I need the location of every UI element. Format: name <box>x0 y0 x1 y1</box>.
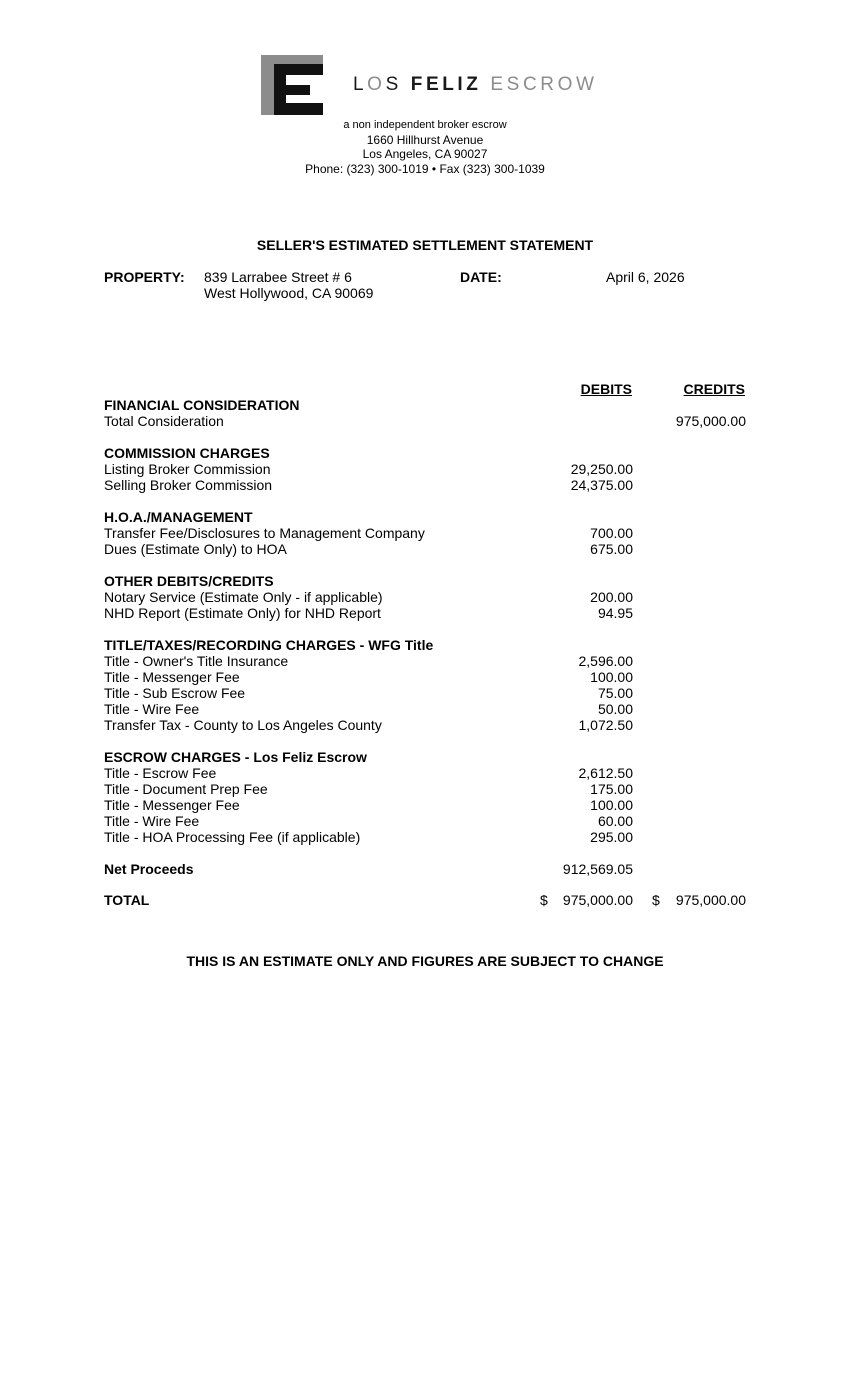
row-debit: 1,072.50 <box>578 717 633 733</box>
ledger-section <box>104 749 746 845</box>
company-name-l: L <box>353 74 368 95</box>
ledger-section <box>104 397 746 429</box>
row-desc: Title - Messenger Fee <box>104 797 240 813</box>
company-address-line2: Los Angeles, CA 90027 <box>362 147 488 161</box>
row-desc: Title - Owner's Title Insurance <box>104 653 289 669</box>
net-proceeds-section <box>104 861 746 877</box>
ledger-row <box>104 685 746 701</box>
row-debit: 2,612.50 <box>578 765 633 781</box>
date-value: April 6, 2026 <box>606 269 685 285</box>
company-name-feliz: FELIZ <box>410 74 482 95</box>
ledger-row <box>104 781 746 797</box>
row-debit: 94.95 <box>597 605 633 621</box>
section-title: H.O.A./MANAGEMENT <box>104 509 253 525</box>
section-title: TITLE/TAXES/RECORDING CHARGES - WFG Title <box>104 637 434 653</box>
row-debit: 100.00 <box>590 669 633 685</box>
row-debit: 100.00 <box>590 797 633 813</box>
row-debit: 29,250.00 <box>570 461 633 477</box>
total-credit-currency: $ <box>652 892 660 908</box>
row-desc: Total Consideration <box>104 413 224 429</box>
ledger <box>104 397 746 893</box>
property-address-line2: West Hollywood, CA 90069 <box>204 285 374 301</box>
ledger-row <box>104 413 746 429</box>
ledger-row <box>104 797 746 813</box>
property-label: PROPERTY: <box>104 269 185 285</box>
row-debit: 75.00 <box>597 685 633 701</box>
row-desc: Title - Sub Escrow Fee <box>104 685 246 701</box>
row-debit: 60.00 <box>597 813 633 829</box>
company-logo <box>261 55 601 115</box>
company-name-escrow: ESCROW <box>490 74 598 95</box>
date-label: DATE: <box>460 269 502 285</box>
ledger-row <box>104 669 746 685</box>
ledger-row <box>104 653 746 669</box>
section-title: ESCROW CHARGES - Los Feliz Escrow <box>104 749 367 765</box>
credits-column-header: CREDITS <box>683 381 745 397</box>
ledger-row <box>104 829 746 845</box>
estimate-disclaimer: THIS IS AN ESTIMATE ONLY AND FIGURES ARE SUBJECT TO CHANGE <box>186 953 664 969</box>
total-debit-currency: $ <box>540 892 548 908</box>
document-title: SELLER'S ESTIMATED SETTLEMENT STATEMENT <box>256 237 594 253</box>
property-address <box>204 269 373 301</box>
section-title: FINANCIAL CONSIDERATION <box>104 397 300 413</box>
section-title: COMMISSION CHARGES <box>104 445 270 461</box>
net-proceeds-row <box>104 861 746 877</box>
net-proceeds-label: Net Proceeds <box>104 861 194 877</box>
row-desc: Dues (Estimate Only) to HOA <box>104 541 287 557</box>
row-debit: 2,596.00 <box>578 653 633 669</box>
ledger-section <box>104 637 746 733</box>
row-debit: 175.00 <box>590 781 633 797</box>
row-desc: Title - Messenger Fee <box>104 669 240 685</box>
logo-mark-icon <box>261 55 323 115</box>
ledger-row <box>104 477 746 493</box>
ledger-row <box>104 589 746 605</box>
company-name <box>353 74 598 96</box>
ledger-row <box>104 461 746 477</box>
row-desc: Listing Broker Commission <box>104 461 271 477</box>
row-desc: Title - Escrow Fee <box>104 765 217 781</box>
row-debit: 24,375.00 <box>570 477 633 493</box>
row-debit: 700.00 <box>590 525 633 541</box>
company-name-o: O <box>367 74 386 95</box>
ledger-row <box>104 605 746 621</box>
row-desc: Transfer Tax - County to Los Angeles County <box>104 717 382 733</box>
company-phone-fax: Phone: (323) 300-1019 • Fax (323) 300-1039 <box>305 161 545 176</box>
ledger-row <box>104 525 746 541</box>
ledger-row <box>104 701 746 717</box>
row-desc: Selling Broker Commission <box>104 477 273 493</box>
total-row <box>104 892 746 908</box>
row-debit: 200.00 <box>590 589 633 605</box>
company-name-s: S <box>385 74 402 95</box>
ledger-row <box>104 541 746 557</box>
row-desc: NHD Report (Estimate Only) for NHD Report <box>104 605 381 621</box>
ledger-row <box>104 717 746 733</box>
company-address-line1: 1660 Hillhurst Avenue <box>366 132 484 147</box>
row-desc: Notary Service (Estimate Only - if applicable) <box>104 589 383 605</box>
row-desc: Title - HOA Processing Fee (if applicable) <box>104 829 361 845</box>
ledger-row <box>104 813 746 829</box>
row-desc: Title - Wire Fee <box>104 701 200 717</box>
ledger-section <box>104 573 746 621</box>
net-proceeds-debit: 912,569.05 <box>562 861 633 877</box>
row-desc: Title - Wire Fee <box>104 813 200 829</box>
ledger-section <box>104 509 746 557</box>
company-tagline: a non independent broker escrow <box>343 119 507 131</box>
section-title: OTHER DEBITS/CREDITS <box>104 573 274 589</box>
row-debit: 675.00 <box>590 541 633 557</box>
ledger-section <box>104 445 746 493</box>
row-desc: Transfer Fee/Disclosures to Management Company <box>104 525 425 541</box>
total-credit: 975,000.00 <box>675 892 746 908</box>
row-credit: 975,000.00 <box>675 413 746 429</box>
row-debit: 50.00 <box>597 701 633 717</box>
total-debit: 975,000.00 <box>562 892 633 908</box>
property-address-line1: 839 Larrabee Street # 6 <box>204 269 352 285</box>
total-label: TOTAL <box>104 892 150 908</box>
debits-column-header: DEBITS <box>580 381 632 397</box>
row-desc: Title - Document Prep Fee <box>104 781 268 797</box>
ledger-row <box>104 765 746 781</box>
row-debit: 295.00 <box>590 829 633 845</box>
company-info <box>0 118 850 176</box>
